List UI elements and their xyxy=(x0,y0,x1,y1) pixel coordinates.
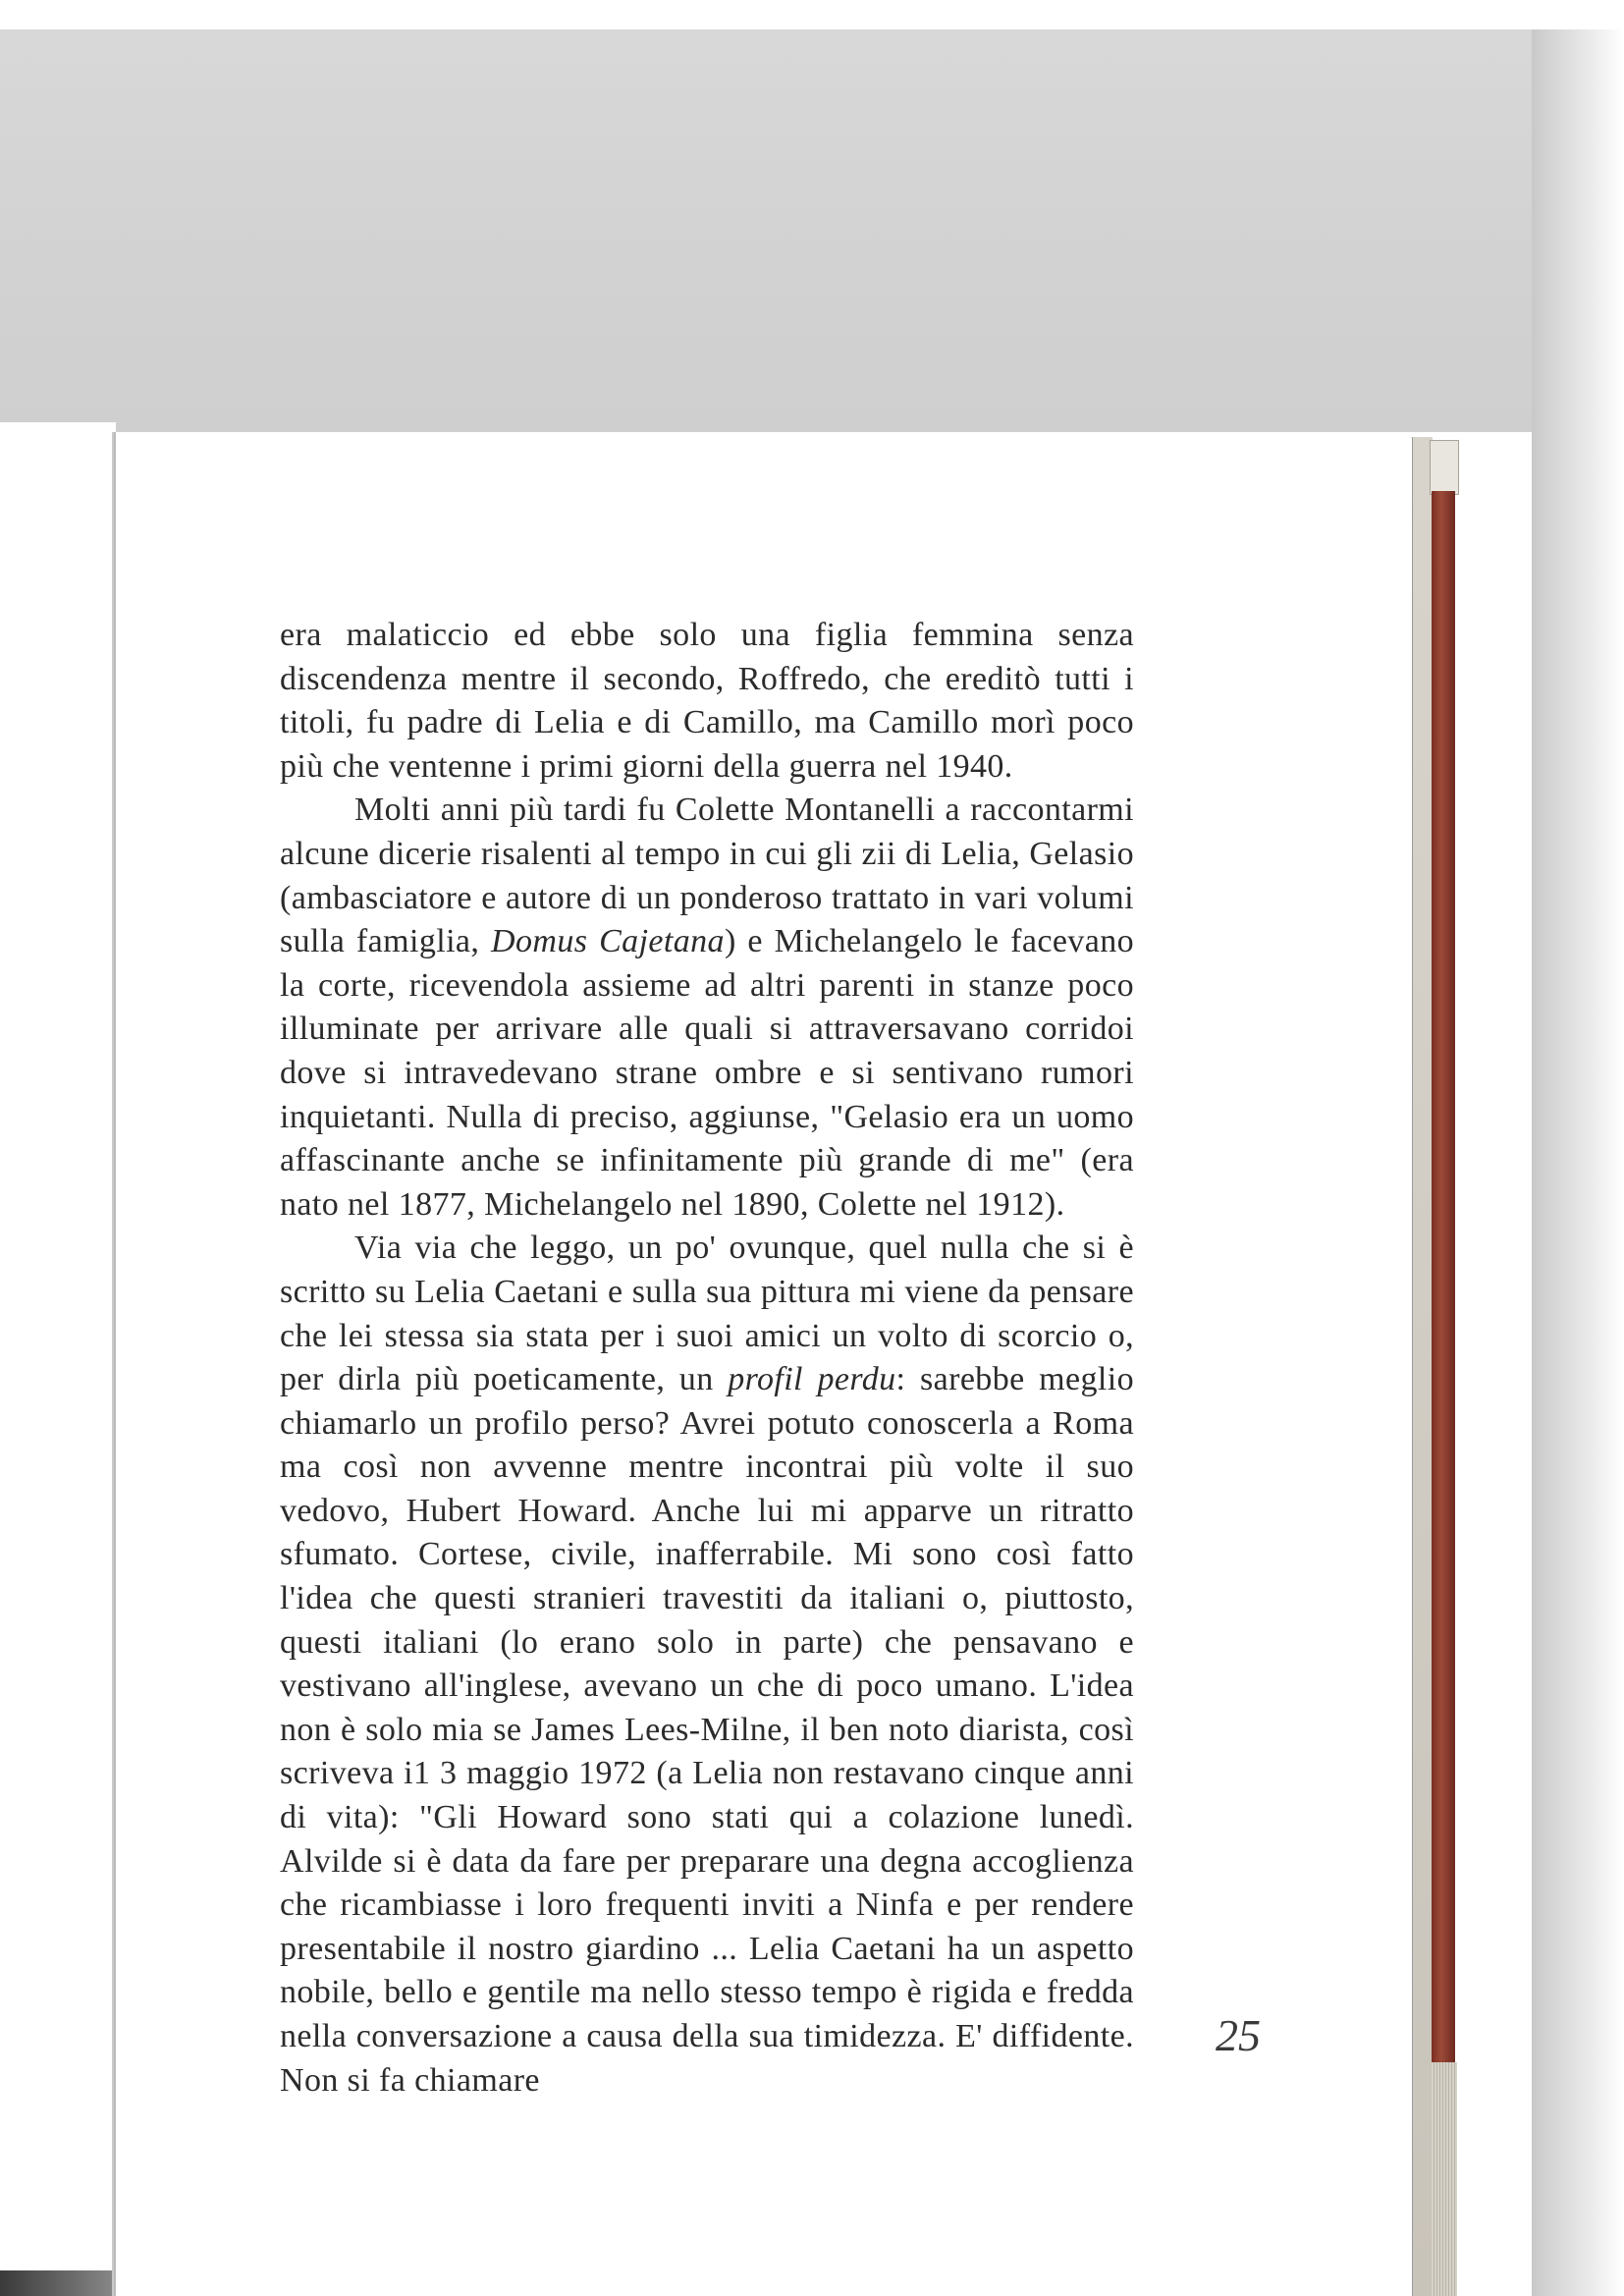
paragraph-2-part-2: ) e Michelangelo le facevano la corte, ricevendola assieme ad altri parenti in stanze poco illuminate per arrivare alle quali si attraversavano corridoi dove si intravedevano strane ombre e si sentivano rumori inquietanti. Nulla di preciso, aggiunse, "Gelasio era un uomo affascinante anche se infinitamente più grande di me" (era nato nel 1877, Michelangelo nel 1890, Colette nel 1912). xyxy=(280,923,1134,1223)
paragraph-3 xyxy=(280,1227,1134,2103)
scan-background-top xyxy=(0,0,1624,432)
page-left-edge xyxy=(112,432,114,2296)
scan-background-right xyxy=(1532,29,1624,2296)
paragraph-1: era malaticcio ed ebbe solo una figlia femmina senza discendenza mentre il secondo, Roffredo, che ereditò tutti i titoli, fu padre di Lelia e di Camillo, ma Camillo morì poco più che ventenne i primi giorni della guerra nel 1940. xyxy=(280,617,1134,785)
paragraph-3-part-2: : sarebbe meglio chiamarlo un profilo perso? Avrei potuto conoscerla a Roma ma così non avvenne mentre incontrai più volte il suo vedovo, Hubert Howard. Anche lui mi apparve un ritratto sfumato. Cortese, civile, inafferrabile. Mi sono così fatto l'idea che questi stranieri travestiti da italiani o, piuttosto, questi italiani (lo erano solo in parte) che pensavano e vestivano all'inglese, avevano un che di poco umano. L'idea non è solo mia se James Lees-Milne, il ben noto diarista, così scriveva i1 3 maggio 1972 (a Lelia non restavano cinque anni di vita): "Gli Howard sono stati qui a colazione lunedì. Alvilde si è data da fare per preparare una degna accoglienza che ricambiasse i loro frequenti inviti a Ninfa e per rendere presentabile il nostro giardino ... Lelia Caetani ha un aspetto nobile, bello e gentile ma nello stesso tempo è rigida e fredda nella conversazione a causa della sua timidezza. E' diffidente. Non si fa chiamare xyxy=(280,1361,1135,2099)
scan-left-margin xyxy=(0,422,116,2296)
scan-top-margin xyxy=(0,0,1624,29)
paragraph-2-part-1: Molti anni più tardi fu Colette Montanelli a raccontarmi alcune dicerie risalenti al tempo in cui gli zii di Lelia, Gelasio (ambasciatore e autore di un ponderoso trattato in vari volumi sulla famiglia, xyxy=(280,792,1134,960)
book-page-block xyxy=(1412,437,1433,2296)
book-page-block-top xyxy=(1430,440,1459,495)
paragraph-2-italic-title: Domus Cajetana xyxy=(491,923,725,960)
paragraph-3-italic-phrase: profil perdu xyxy=(728,1361,896,1398)
book-cover-edge xyxy=(1432,491,1455,2062)
body-text xyxy=(280,614,1134,2103)
paragraph-2 xyxy=(280,789,1134,1227)
paragraph-3-part-1: Via via che leggo, un po' ovunque, quel nulla che si è scritto su Lelia Caetani e sulla sua pittura mi viene da pensare che lei stessa sia stata per i suoi amici un volto di scorcio o, per dirla più poeticamente, un xyxy=(280,1230,1134,1398)
page-number: 25 xyxy=(1216,2010,1261,2060)
scan-bottom-shadow xyxy=(0,2270,118,2296)
book-page-block-bottom xyxy=(1432,2062,1457,2296)
